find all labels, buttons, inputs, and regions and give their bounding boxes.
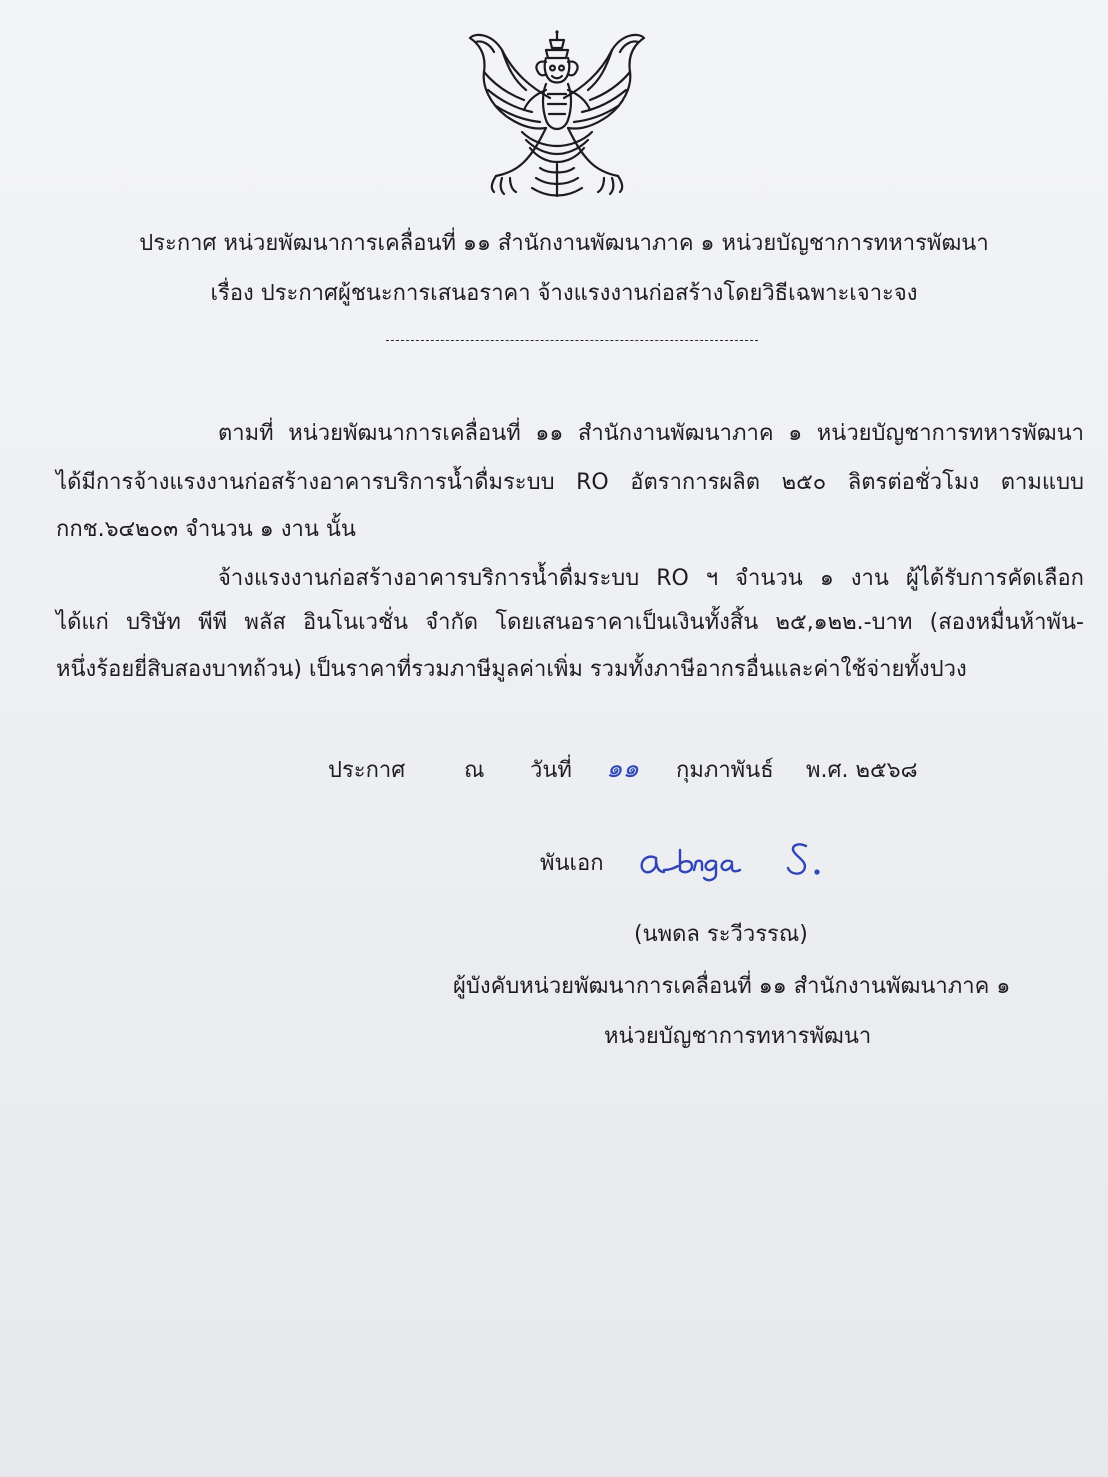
- day-label: วันที่: [530, 758, 572, 783]
- rank-label: พันเอก: [540, 851, 604, 876]
- year-label: พ.ศ. ๒๕๖๘: [806, 758, 918, 783]
- at-label: ณ: [464, 758, 485, 783]
- signatory-name: (นพดล ระวีวรรณ): [634, 922, 808, 947]
- handwritten-day: ๑๑: [606, 754, 640, 784]
- paragraph-2-line-3: หนึ่งร้อยยี่สิบสองบาทถ้วน) เป็นราคาที่รวมภาษีมูลค่าเพิ่ม รวมทั้งภาษีอากรอื่นและค่าใช้จ่ายทั้งปวง: [56, 657, 967, 682]
- garuda-emblem-icon: [462, 28, 652, 200]
- handwritten-signature: [636, 836, 836, 890]
- dashed-divider: [386, 340, 758, 341]
- announce-label: ประกาศ: [328, 758, 406, 783]
- announcement-heading: ประกาศ หน่วยพัฒนาการเคลื่อนที่ ๑๑ สำนักงานพัฒนาภาค ๑ หน่วยบัญชาการทหารพัฒนา: [139, 231, 989, 256]
- paragraph-2-line-1: จ้างแรงงานก่อสร้างอาคารบริการน้ำดื่มระบบ RO ฯ จำนวน ๑ งาน ผู้ได้รับการคัดเลือก: [218, 566, 1084, 591]
- paragraph-1-line-1: ตามที่ หน่วยพัฒนาการเคลื่อนที่ ๑๑ สำนักงานพัฒนาภาค ๑ หน่วยบัญชาการทหารพัฒนา: [218, 421, 1084, 446]
- subject-heading: เรื่อง ประกาศผู้ชนะการเสนอราคา จ้างแรงงานก่อสร้างโดยวิธีเฉพาะเจาะจง: [210, 281, 918, 306]
- paragraph-1-line-3: กกช.๖๔๒๐๓ จำนวน ๑ งาน นั้น: [56, 517, 356, 542]
- signatory-position-line-1: ผู้บังคับหน่วยพัฒนาการเคลื่อนที่ ๑๑ สำนักงานพัฒนาภาค ๑: [453, 974, 1011, 999]
- signatory-position-line-2: หน่วยบัญชาการทหารพัฒนา: [604, 1024, 872, 1049]
- month-label: กุมภาพันธ์: [676, 758, 774, 783]
- paragraph-2-line-2: ได้แก่ บริษัท พีพี พลัส อินโนเวชั่น จำกัด โดยเสนอราคาเป็นเงินทั้งสิ้น ๒๕,๑๒๒.-บาท (สองหมื่นห้าพัน-: [56, 610, 1084, 635]
- paragraph-1-line-2: ได้มีการจ้างแรงงานก่อสร้างอาคารบริการน้ำดื่มระบบ RO อัตราการผลิต ๒๕๐ ลิตรต่อชั่วโมง ตามแบบ: [56, 470, 1084, 495]
